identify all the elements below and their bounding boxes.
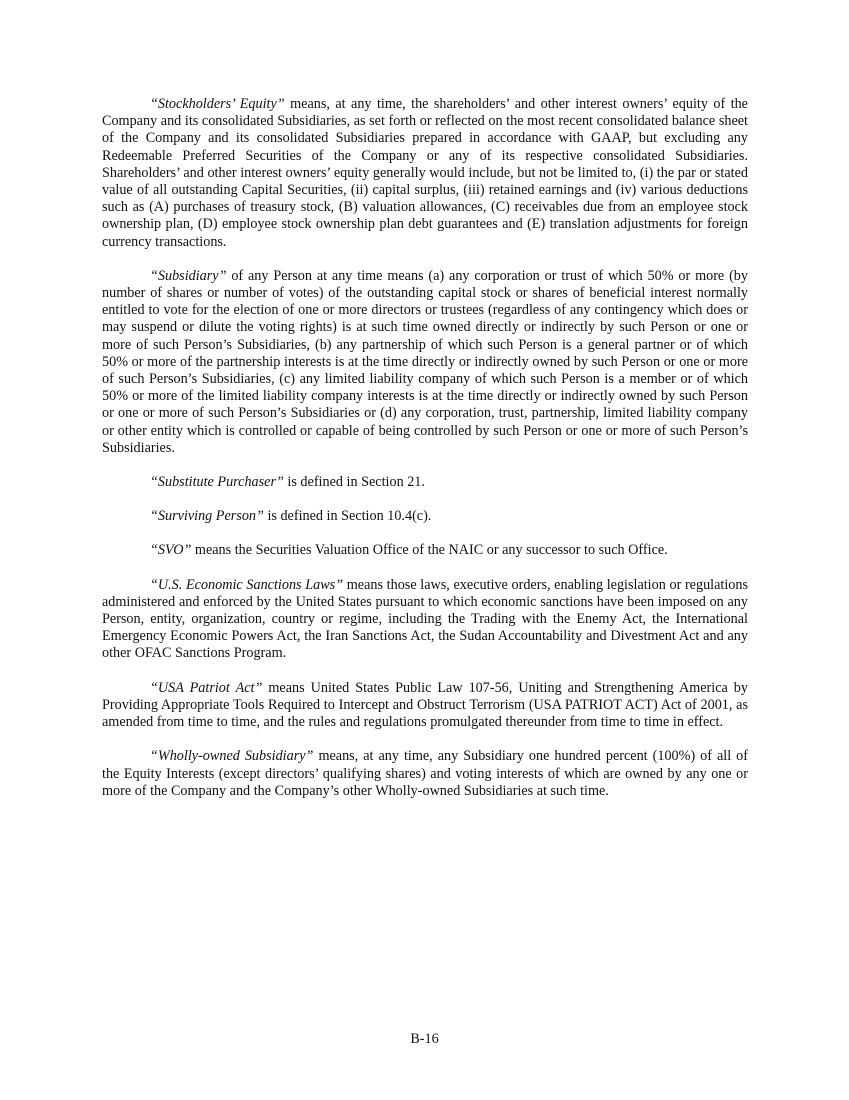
defined-term: “U.S. Economic Sanctions Laws” bbox=[150, 576, 344, 593]
definition-surviving-person bbox=[102, 508, 748, 525]
document-page bbox=[102, 96, 748, 817]
definition-substitute-purchaser bbox=[102, 474, 748, 491]
defined-term: “Substitute Purchaser” bbox=[150, 474, 284, 491]
definition-text: means the Securities Valuation Office of the NAIC or any successor to such Office. bbox=[191, 542, 668, 559]
definition-usa-patriot-act bbox=[102, 680, 748, 732]
definition-text: is defined in Section 21. bbox=[283, 474, 425, 491]
defined-term: “Stockholders’ Equity” bbox=[150, 96, 285, 112]
definition-text: means those laws, executive orders, enabling legislation or regulations administered and enforced by the United States pursuant to which economic sanctions have been imposed on any Person, entity, organization, country or regime, including the Trading with the Enemy Act, the International Emergency Economic Powers Act, the Iran Sanctions Act, the Sudan Accountability and Divestment Act and any other OFAC Sanctions Program. bbox=[102, 576, 748, 662]
defined-term: “USA Patriot Act” bbox=[150, 679, 263, 696]
definition-subsidiary bbox=[102, 268, 748, 457]
definition-text: means United States Public Law 107-56, Uniting and Strengthening America by Providing Appropriate Tools Required to Intercept and Obstruct Terrorism (USA PATRIOT ACT) Act of 2001, as amended from time to time, and the rules and regulations promulgated thereunder from time to time in effect. bbox=[102, 679, 748, 731]
definition-wholly-owned-subsidiary bbox=[102, 748, 748, 800]
definition-svo bbox=[102, 542, 748, 559]
definition-text: is defined in Section 10.4(c). bbox=[263, 508, 432, 525]
defined-term: “SVO” bbox=[150, 542, 192, 559]
page-number: B-16 bbox=[410, 1031, 439, 1047]
definition-stockholders-equity bbox=[102, 96, 748, 251]
defined-term: “Subsidiary” bbox=[150, 267, 227, 284]
defined-term: “Surviving Person” bbox=[150, 508, 264, 525]
definition-text: means, at any time, any Subsidiary one hundred percent (100%) of all of the Equity Interests (except directors’ qualifying shares) and voting interests of which are owned by any one or more of the Company and the Company’s other Wholly-owned Subsidiaries at such time. bbox=[102, 748, 748, 799]
definition-text: means, at any time, the shareholders’ and other interest owners’ equity of the Company and its consolidated Subsidiaries, as set forth or reflected on the most recent consolidated balance sheet of the Company and its consolidated Subsidiaries prepared in accordance with GAAP, but excluding any Redeemable Preferred Securities of the Company or any of its respective consolidated Subsidiaries. Shareholders’ and other interest owners’ equity generally would include, but not be limited to, (i) the par or stated value of all outstanding Capital Securities, (ii) capital surplus, (iii) retained earnings and (iv) various deductions such as (A) purchases of treasury stock, (B) valuation allowances, (C) receivables due from an employee stock ownership plan, (D) employee stock ownership plan debt guarantees and (E) translation adjustments for foreign currency transactions. bbox=[102, 96, 748, 250]
definition-text: of any Person at any time means (a) any corporation or trust of which 50% or more (by number of shares or number of votes) of the outstanding capital stock or shares of beneficial interest normally entitled to vote for the election of one or more directors or trustees (regardless of any contingency which does or may suspend or dilute the voting rights) is at such time owned directly or indirectly by such Person or one or more of such Person’s Subsidiaries, (b) any partnership of which such Person is a general partner or of which 50% or more of the partnership interests is at the time directly or indirectly owned by such Person or one or more of such Person’s Subsidiaries, (c) any limited liability company of which such Person is a member or of which 50% or more of the limited liability company interests is at the time directly or indirectly owned by such Person or one or more of such Person’s Subsidiaries or (d) any corporation, trust, partnership, limited liability company or other entity which is controlled or capable of being controlled by such Person or one or more of such Person’s Subsidiaries. bbox=[102, 267, 748, 456]
defined-term: “Wholly-owned Subsidiary” bbox=[150, 748, 314, 765]
definition-us-economic-sanctions-laws bbox=[102, 577, 748, 663]
